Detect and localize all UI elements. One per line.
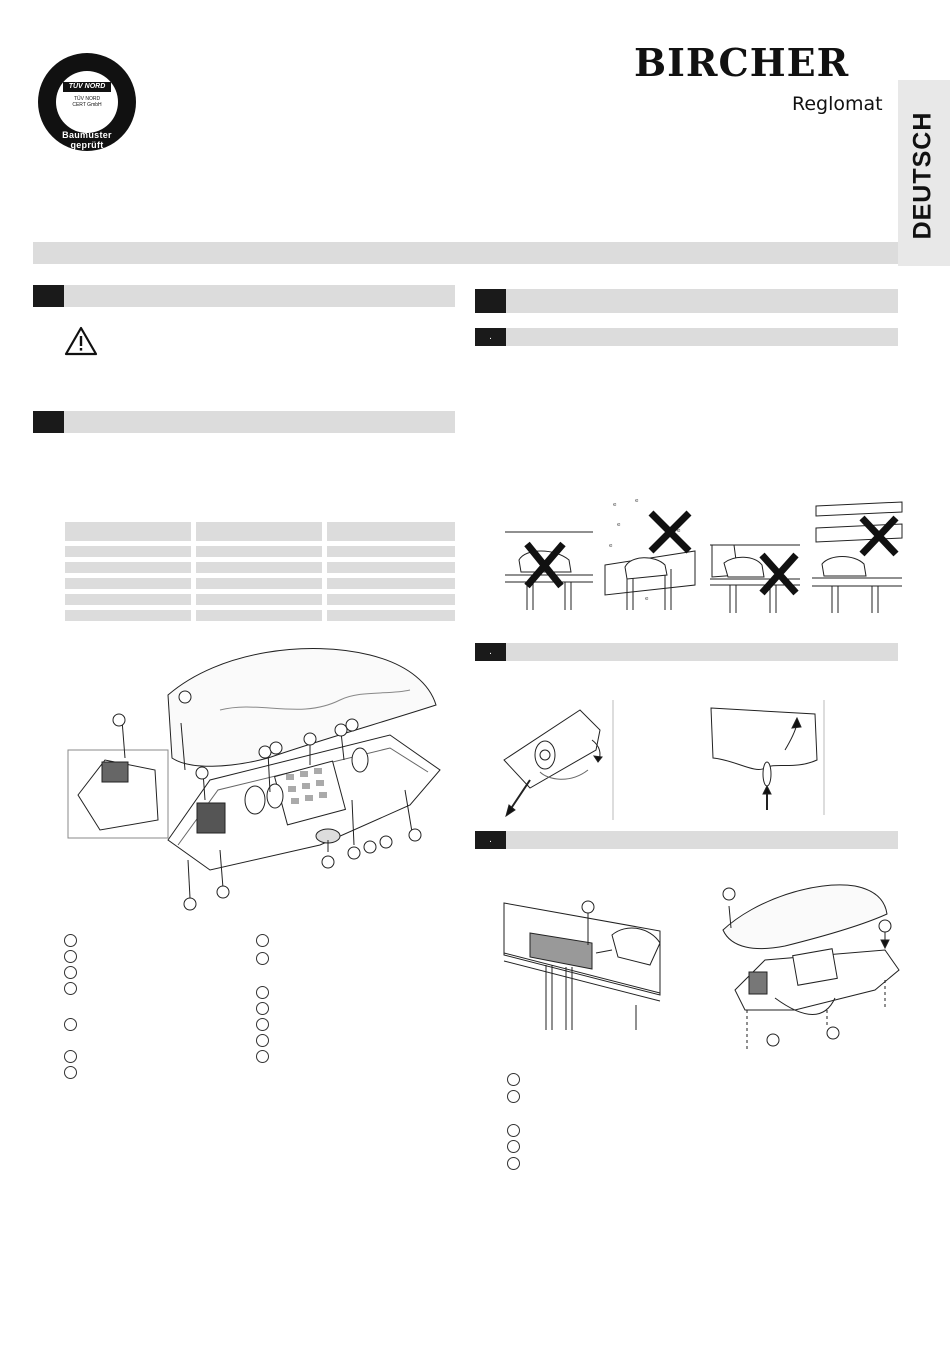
svg-text:ᵉ: ᵉ (635, 498, 639, 508)
cross-mark-icon (651, 513, 689, 551)
subsection-1-marker: . (489, 331, 492, 342)
mounting-wrong-2 (605, 495, 695, 610)
mounting-assembly-drawing (715, 880, 900, 1050)
subsection-2-marker: . (489, 646, 492, 657)
language-tab-label-wrap (900, 111, 946, 240)
open-cover-step-2 (705, 700, 827, 815)
subsection-1-header (475, 328, 898, 346)
section-3-header (475, 289, 898, 313)
section-2-number (33, 411, 64, 433)
drilling-template-drawing (500, 895, 670, 1030)
device-exploded-drawing (60, 640, 460, 910)
section-2-header (33, 411, 455, 433)
mounting-wrong-1 (505, 520, 593, 610)
section-1-number (33, 285, 64, 307)
certification-seal (37, 52, 137, 152)
svg-text:ᵉ: ᵉ (677, 528, 681, 538)
cross-mark-icon (762, 555, 796, 593)
language-tab-label: DEUTSCH (908, 111, 937, 240)
svg-text:ᵉ: ᵉ (645, 596, 649, 606)
product-name: Reglomat (792, 93, 883, 115)
seal-ring-text: Baumuster geprüft (62, 130, 112, 150)
svg-text:ᵉ: ᵉ (617, 522, 621, 532)
section-3-number (475, 289, 506, 313)
section-1-header (33, 285, 455, 307)
mounting-wrong-4 (812, 498, 902, 613)
svg-text:ᵉ: ᵉ (609, 543, 613, 553)
brand-logo: BIRCHER (634, 40, 850, 85)
mounting-wrong-3 (710, 535, 800, 613)
subsection-3-header (475, 831, 898, 849)
warning-triangle-icon (64, 326, 98, 356)
seal-top-text: TÜV NORD (68, 83, 106, 90)
title-bar (33, 242, 898, 264)
subsection-2-header (475, 643, 898, 661)
seal-middle-text: TÜV NORD CERT GmbH (72, 96, 102, 108)
subsection-3-marker: . (489, 834, 492, 845)
open-cover-step-1 (500, 700, 616, 820)
svg-text:ᵉ: ᵉ (613, 502, 617, 512)
